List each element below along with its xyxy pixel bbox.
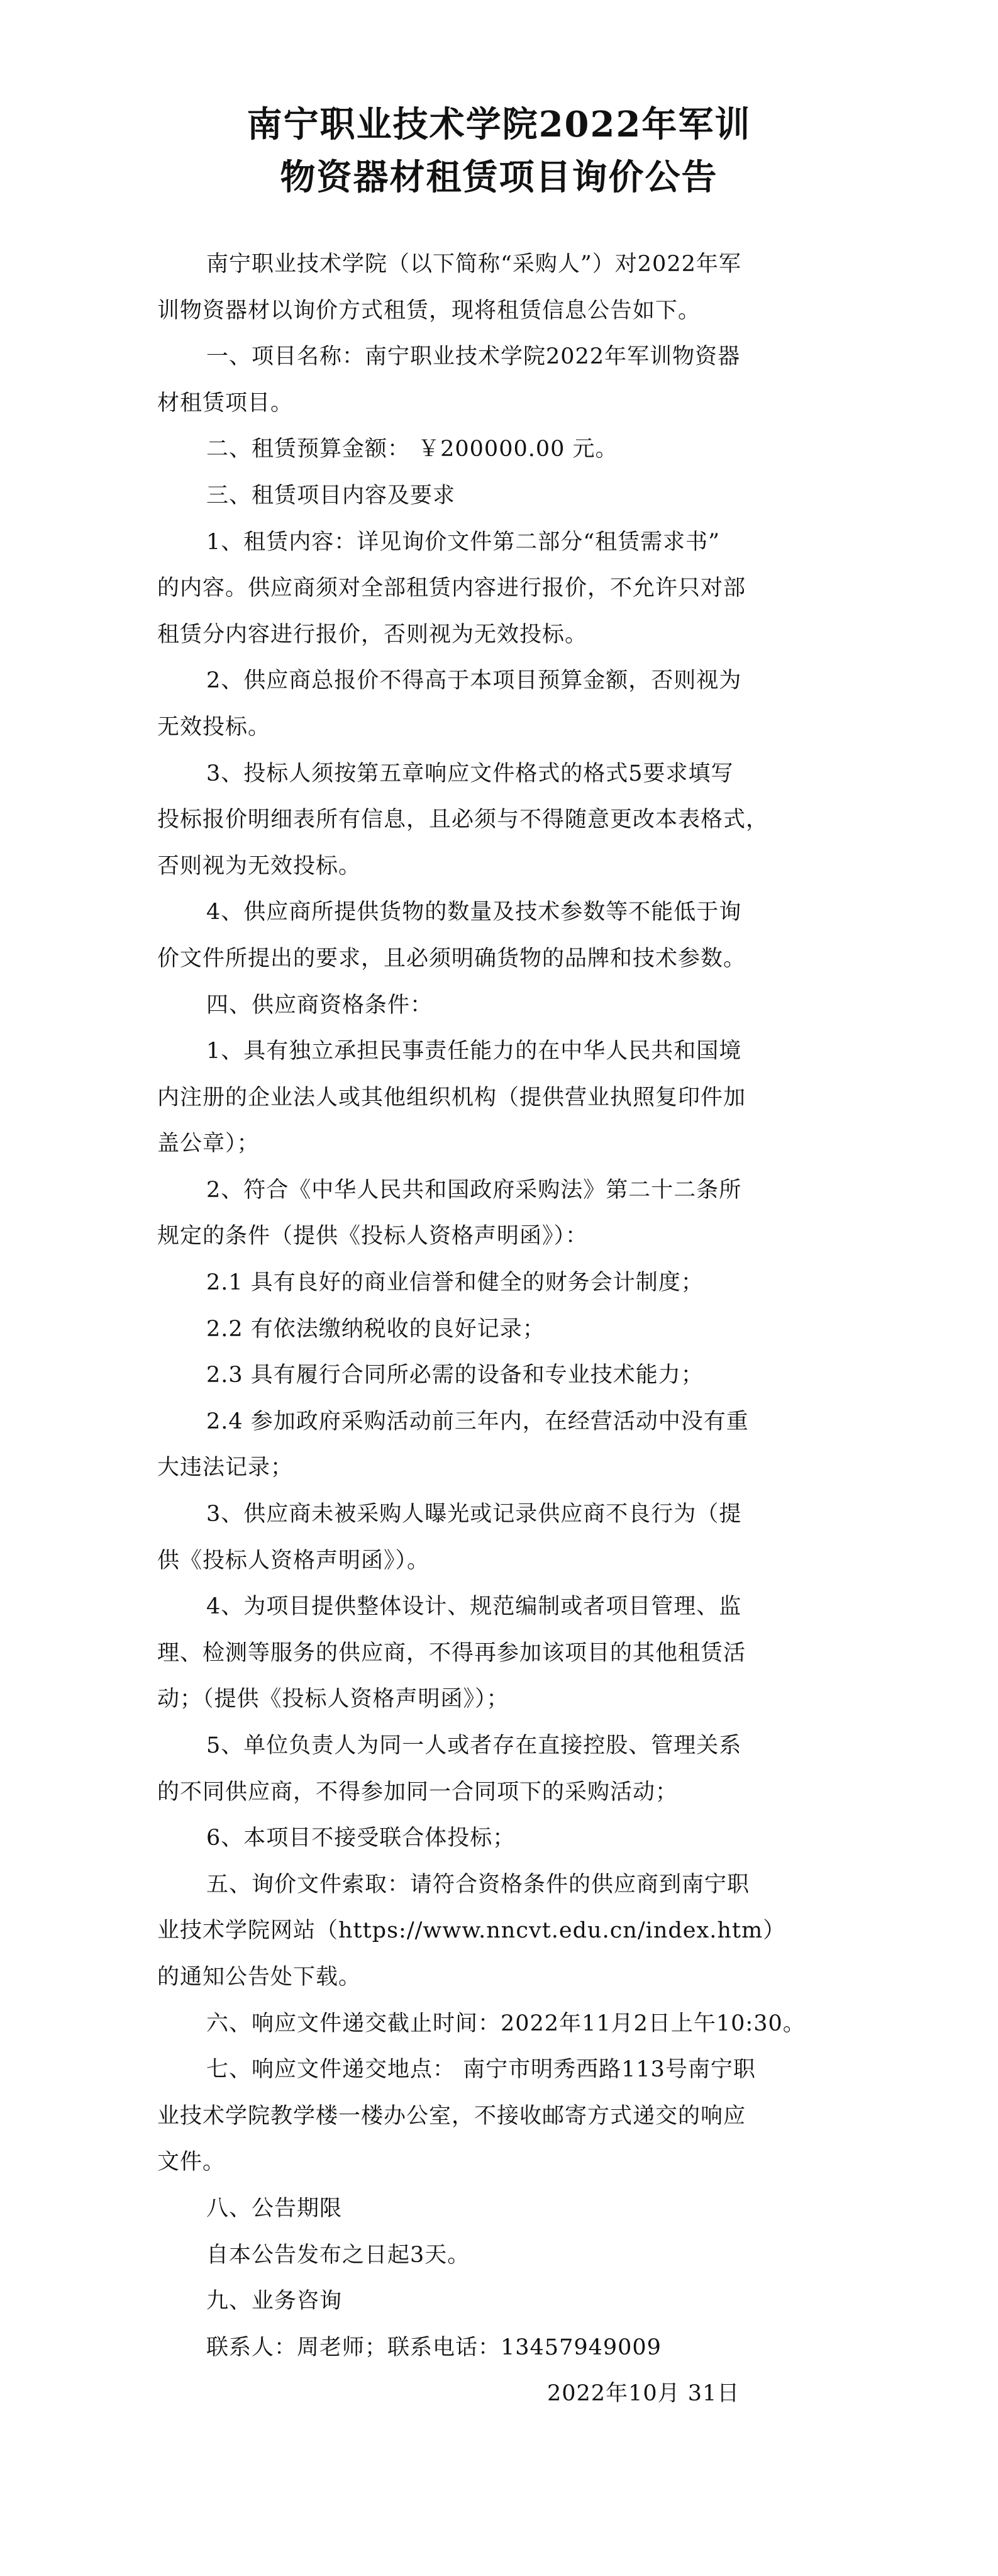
body-line: 动；（提供《投标人资格声明函》）； [157, 1687, 509, 1712]
body-line: 业技术学院网站（https://www.nncvt.edu.cn/index.htm） [157, 1918, 786, 1944]
body-line: 南宁职业技术学院（以下简称“采购人”）对2022年军 [206, 252, 741, 277]
body-line: 无效投标。 [157, 714, 271, 740]
body-line: 八、公告期限 [206, 2195, 343, 2221]
body-line: 4、供应商所提供货物的数量及技术参数等不能低于询 [206, 900, 742, 925]
body-line: 联系人：周老师；联系电话：13457949009 [206, 2334, 662, 2360]
body-line: 一、项目名称：南宁职业技术学院2022年军训物资器 [206, 344, 741, 370]
body-line: 1、具有独立承担民事责任能力的在中华人民共和国境 [206, 1039, 742, 1064]
body-line: 1、租赁内容：详见询价文件第二部分“租赁需求书” [206, 529, 721, 555]
body-line: 五、询价文件索取：请符合资格条件的供应商到南宁职 [206, 1871, 750, 1897]
body-line: 2.3 具有履行合同所必需的设备和专业技术能力； [206, 1363, 704, 1388]
body-line: 理、检测等服务的供应商，不得再参加该项目的其他租赁活 [157, 1640, 746, 1666]
body-line: 材租赁项目。 [157, 390, 294, 416]
body-line: 业技术学院教学楼一楼办公室，不接收邮寄方式递交的响应 [157, 2103, 746, 2129]
body-line: 盖公章）； [157, 1131, 260, 1157]
body-line: 2、符合《中华人民共和国政府采购法》第二十二条所 [206, 1177, 742, 1203]
announcement-title-line-1: 南宁职业技术学院2022年军训 [247, 104, 751, 145]
body-line: 文件。 [157, 2149, 226, 2175]
announcement-date: 2022年10月 31日 [547, 2381, 740, 2406]
body-line: 6、本项目不接受联合体投标； [206, 1826, 516, 1851]
body-line: 的通知公告处下载。 [157, 1964, 362, 1990]
body-line: 投标报价明细表所有信息，且必须与不得随意更改本表格式， [157, 807, 769, 833]
body-line: 九、业务咨询 [206, 2289, 343, 2314]
body-line: 七、响应文件递交地点： 南宁市明秀西路113号南宁职 [206, 2057, 756, 2083]
announcement-title-line-2: 物资器材租赁项目询价公告 [280, 157, 718, 198]
body-line: 否则视为无效投标。 [157, 853, 362, 879]
body-line: 六、响应文件递交截止时间：2022年11月2日上午10:30。 [206, 2010, 806, 2036]
body-line: 2.2 有依法缴纳税收的良好记录； [206, 1316, 545, 1342]
body-line: 三、租赁项目内容及要求 [206, 482, 456, 508]
body-line: 价文件所提出的要求，且必须明确货物的品牌和技术参数。 [157, 945, 746, 971]
body-line: 的不同供应商，不得参加同一合同项下的采购活动； [157, 1779, 679, 1805]
body-line: 2.4 参加政府采购活动前三年内，在经营活动中没有重 [206, 1408, 749, 1434]
body-line: 2、供应商总报价不得高于本项目预算金额，否则视为 [206, 668, 742, 694]
body-line: 4、为项目提供整体设计、规范编制或者项目管理、监 [206, 1594, 742, 1620]
body-line: 自本公告发布之日起3天。 [206, 2242, 470, 2268]
body-line: 2.1 具有良好的商业信誉和健全的财务会计制度； [206, 1270, 704, 1296]
body-line: 5、单位负责人为同一人或者存在直接控股、管理关系 [206, 1733, 742, 1758]
body-line: 3、供应商未被采购人曝光或记录供应商不良行为（提 [206, 1502, 742, 1527]
announcement-body [157, 242, 855, 2371]
body-line: 内注册的企业法人或其他组织机构（提供营业执照复印件加 [157, 1084, 746, 1110]
body-line: 四、供应商资格条件： [206, 992, 433, 1018]
body-line: 训物资器材以询价方式租赁，现将租赁信息公告如下。 [157, 298, 701, 323]
body-line: 3、投标人须按第五章响应文件格式的格式5要求填写 [206, 761, 734, 786]
body-line: 二、租赁预算金额： ￥200000.00 元。 [206, 437, 618, 462]
body-line: 租赁分内容进行报价，否则视为无效投标。 [157, 622, 588, 647]
body-line: 大违法记录； [157, 1455, 294, 1481]
body-line: 供《投标人资格声明函》）。 [157, 1547, 430, 1573]
body-line: 的内容。供应商须对全部租赁内容进行报价，不允许只对部 [157, 576, 746, 601]
body-line: 规定的条件（提供《投标人资格声明函》）： [157, 1224, 589, 1249]
